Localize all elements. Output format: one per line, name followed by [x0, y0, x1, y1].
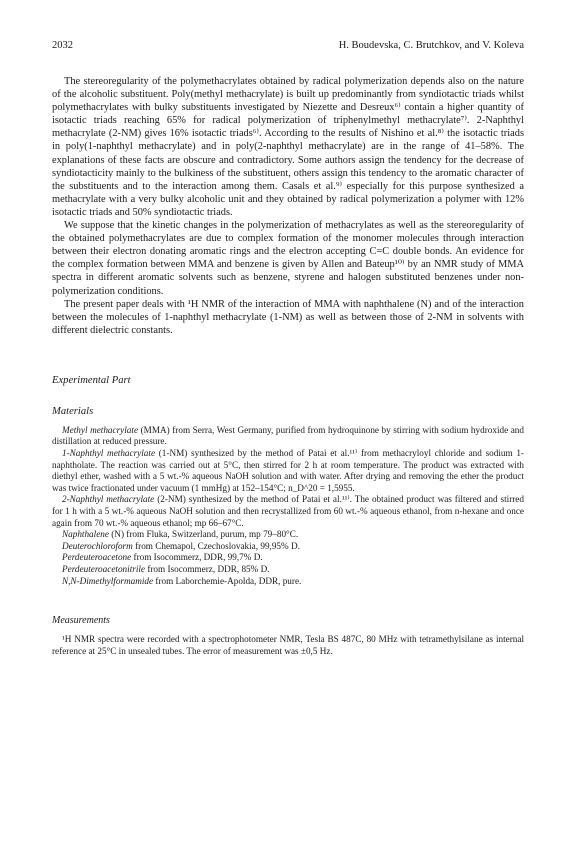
material-entry: [52, 529, 524, 541]
material-name: Perdeuteroacetonitrile: [62, 564, 146, 574]
material-text: (N) from Fluka, Switzerland, purum, mp 79–80°C.: [108, 529, 299, 540]
running-header: [52, 40, 524, 51]
material-text: from Isocommerz, DDR, 99,7% D.: [131, 552, 263, 563]
page: [52, 40, 524, 657]
material-entry: [52, 564, 524, 576]
section-title-experimental: Experimental Part: [52, 374, 131, 386]
material-name: N,N-Dimethylformamide: [62, 575, 154, 586]
material-name: 2-Naphthyl methacrylate: [62, 494, 155, 505]
body-paragraph: The stereoregularity of the polymethacrylates obtained by radical polymerization depends also on the nature of the alcoholic substituent. Poly(methyl methacrylate) is built up predominantly from syndiotactic triads whilst polymethacrylates with bulky substituents investigated by Niezette and Desreux⁶⁾ contain a higher quantity of isotactic triads reaching 65% for radical polymerization of triphenylmethyl methacrylate⁷⁾. 2-Naphthyl methacrylate (2-NM) gives 16% isotactic triads⁶⁾. According to the results of Nishino et al.⁸⁾ the isotactic triads in poly(1-naphthyl methacrylate) and in poly(2-naphthyl methacrylate) are in the range of 41–58%. The explanations of these facts are obscure and contradictory. Some authors assign the tendency for the decrease of syndiotacticity mainly to the bulkiness of the substituent, others assign this tendency to the aromatic character of the substituents and to the interaction among them. Casals et al.⁹⁾ especially for this purpose synthesized a methacrylate with a very bulky alcoholic unit and they obtained by radical polymerization a polymer with 12% isotactic triads and 50% syndiotactic triads.: [52, 76, 524, 218]
body-paragraph: The present paper deals with ¹H NMR of the interaction of MMA with naphthalene (N) and of the interaction between the molecules of 1-naphthyl methacrylate (1-NM) as well as between those of 2-NM in solvents with different dielectric constants.: [52, 298, 524, 336]
measurements-text: ¹H NMR spectra were recorded with a spectrophotometer NMR, Tesla BS 487C, 80 MHz with tetramethylsilane as internal reference at 25°C in unsealed tubes. The error of measurement was ±0,5 Hz.: [52, 634, 524, 656]
author-line: H. Boudevska, C. Brutchkov, and V. Koleva: [338, 40, 524, 51]
material-name: Perdeuteroacetone: [62, 552, 132, 563]
material-name: 1-Naphthyl methacrylate: [62, 448, 156, 459]
material-entry: [52, 448, 524, 494]
material-text: from Isocommerz, DDR, 85% D.: [145, 564, 270, 574]
material-name: Naphthalene: [62, 529, 109, 540]
page-number: 2032: [52, 40, 73, 51]
material-text: (1-NM) synthesized by the method of Patai et al.¹¹⁾ from methacryloyl chloride and sodium 1-naphtholate. The reaction was carried out at 5°C, then stirred for 2 h at room temperature. The product was extracted with diethyl ether, washed with a 5 wt.-% aqueous NaOH solution and with water. After drying and removing the ether the product was twice fractionated under vacuum (1 mmHg) at 152–154°C; n_D^20 = 1,5955.: [52, 448, 524, 493]
intro-section: [52, 75, 524, 337]
material-entry: [52, 425, 524, 448]
material-text: (2-NM) synthesized by the method of Patai et al.¹¹⁾. The obtained product was filtered and stirred for 1 h with a 5 wt.-% aqueous NaOH solution and then recrystallized from 60 wt.-% aqueous ethanol, from n-hexane and once again from 70 wt.-% aqueous ethanol; mp 66–67°C.: [52, 494, 524, 528]
material-entry: [52, 576, 524, 588]
subsection-title-materials: Materials: [52, 405, 94, 417]
body-paragraph: We suppose that the kinetic changes in the polymerization of methacrylates as well as the stereoregularity of the obtained polymethacrylates are due to complex formation of the monomer molecules through interaction between their electron donating aromatic rings and the electron accepting C=C double bonds. An evidence for the complex formation between MMA and benzene is given by Allen and Bateup¹⁰⁾ by an NMR study of MMA spectra in different aromatic solvents such as benzene, styrene and halogen substituted benzenes under non-polymerization conditions.: [52, 220, 524, 297]
material-entry: [52, 552, 524, 564]
material-name: Methyl methacrylate: [62, 424, 139, 435]
material-entry: [52, 494, 524, 529]
material-text: from Chemapol, Czechoslovakia, 99,95% D.: [132, 540, 300, 551]
material-name: Deuterochloroform: [62, 540, 133, 551]
subsection-title-measurements: Measurements: [52, 615, 110, 627]
materials-list: [52, 425, 524, 587]
material-text: from Laborchemie-Apolda, DDR, pure.: [153, 575, 302, 586]
material-entry: [52, 541, 524, 553]
material-text: (MMA) from Serra, West Germany, purified from hydroquinone by stirring with sodium hydroxide and distillation at reduced pressure.: [52, 424, 524, 447]
